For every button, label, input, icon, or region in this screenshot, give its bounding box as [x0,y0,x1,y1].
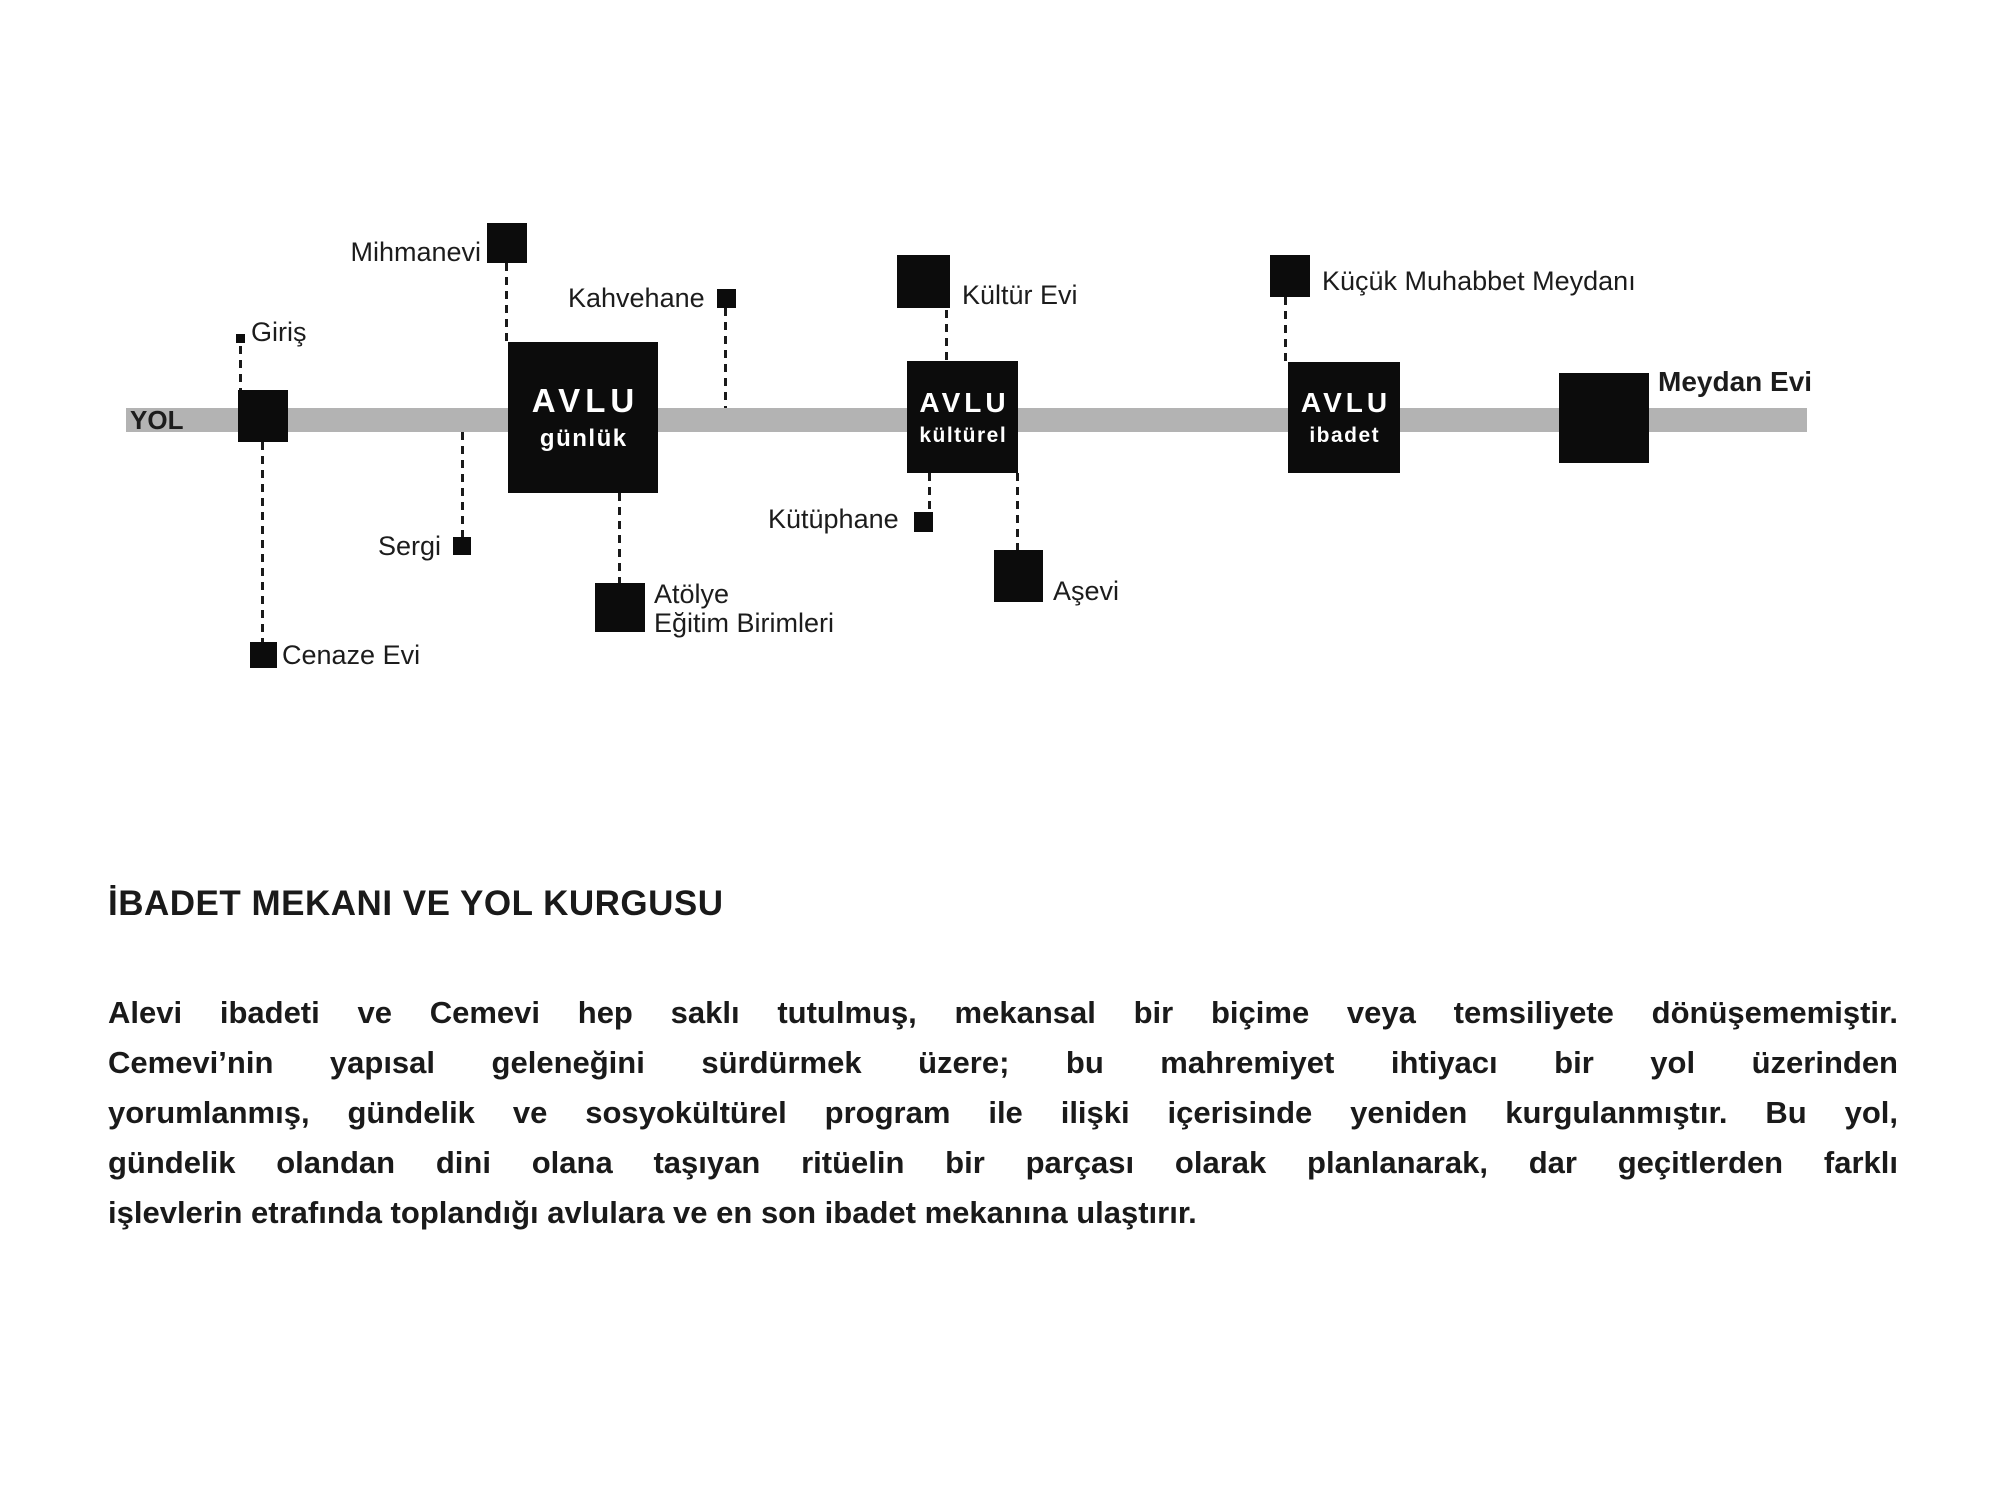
connector-kucuk-muhabbet [1284,297,1287,362]
kutuphane-block [914,512,933,532]
connector-giris [239,346,242,390]
connector-kultur-evi [945,310,948,361]
paragraph-line-2: Cemevi’nin yapısal geleneğini sürdürmek üzere; bu mahremiyet ihtiyacı bir yol üzerinden [108,1045,1898,1080]
cenaze-evi-label: Cenaze Evi [282,640,421,670]
avlu-ibadet-block [1288,362,1400,473]
paragraph-line-5: işlevlerin etrafında toplandığı avlulara ve en son ibadet mekanına ulaştırır. [108,1195,1197,1230]
road-label: YOL [130,404,184,435]
meydan-evi-label: Meydan Evi [1658,366,1813,397]
atolye-label-line1: Atölye [654,579,730,609]
asevi-label: Aşevi [1053,576,1120,606]
body-paragraph [108,988,1898,1238]
avlu-gunluk-title: AVLU [531,382,640,419]
connector-mihmanevi [505,263,508,342]
atolye-label-line2: Eğitim Birimleri [654,608,835,638]
mihmanevi-block [487,223,527,263]
avlu-kulturel-block [907,361,1018,473]
asevi-block [994,550,1043,602]
entrance-block [238,390,288,442]
kahvehane-label: Kahvehane [568,283,705,313]
connector-cenaze-evi [261,442,264,642]
connector-asevi [1016,473,1019,550]
sergi-label: Sergi [378,531,442,561]
mihmanevi-label: Mihmanevi [350,237,481,267]
avlu-kulturel-title: AVLU [919,386,1010,418]
avlu-gunluk-block [508,342,658,493]
paragraph-line-1: Alevi ibadeti ve Cemevi hep saklı tutulmuş, mekansal bir biçime veya temsiliyete dönüşememiştir. [108,995,1898,1030]
kahvehane-block [717,289,736,308]
atolye-label [654,580,834,638]
kucuk-muhabbet-label: Küçük Muhabbet Meydanı [1322,266,1636,296]
paragraph-line-3: yorumlanmış, gündelik ve sosyokültürel program ile ilişki içerisinde yeniden kurgulanmıştır. Bu yol, [108,1095,1898,1130]
paragraph-line-4: gündelik olandan dini olana taşıyan ritüelin bir parçası olarak planlanarak, dar geçitlerden farklı [108,1145,1898,1180]
atolye-block [595,583,645,632]
connector-sergi [461,432,464,537]
connector-atolye [618,493,621,583]
giris-marker-square [236,334,245,343]
kultur-evi-block [897,255,950,308]
avlu-gunluk-subtitle: günlük [539,425,628,452]
kultur-evi-label: Kültür Evi [962,280,1078,310]
kutuphane-label: Kütüphane [768,504,899,534]
section-heading: İBADET MEKANI VE YOL KURGUSU [108,884,724,923]
avlu-kulturel-subtitle: kültürel [919,423,1008,447]
avlu-ibadet-subtitle: ibadet [1309,424,1381,447]
kucuk-muhabbet-block [1270,255,1310,297]
connector-kutuphane [928,473,931,512]
meydan-evi-block [1559,373,1649,463]
connector-kahvehane [724,308,727,408]
sergi-block [453,537,471,555]
cenaze-evi-block [250,642,277,668]
giris-label: Giriş [251,317,307,347]
avlu-ibadet-title: AVLU [1300,387,1392,418]
